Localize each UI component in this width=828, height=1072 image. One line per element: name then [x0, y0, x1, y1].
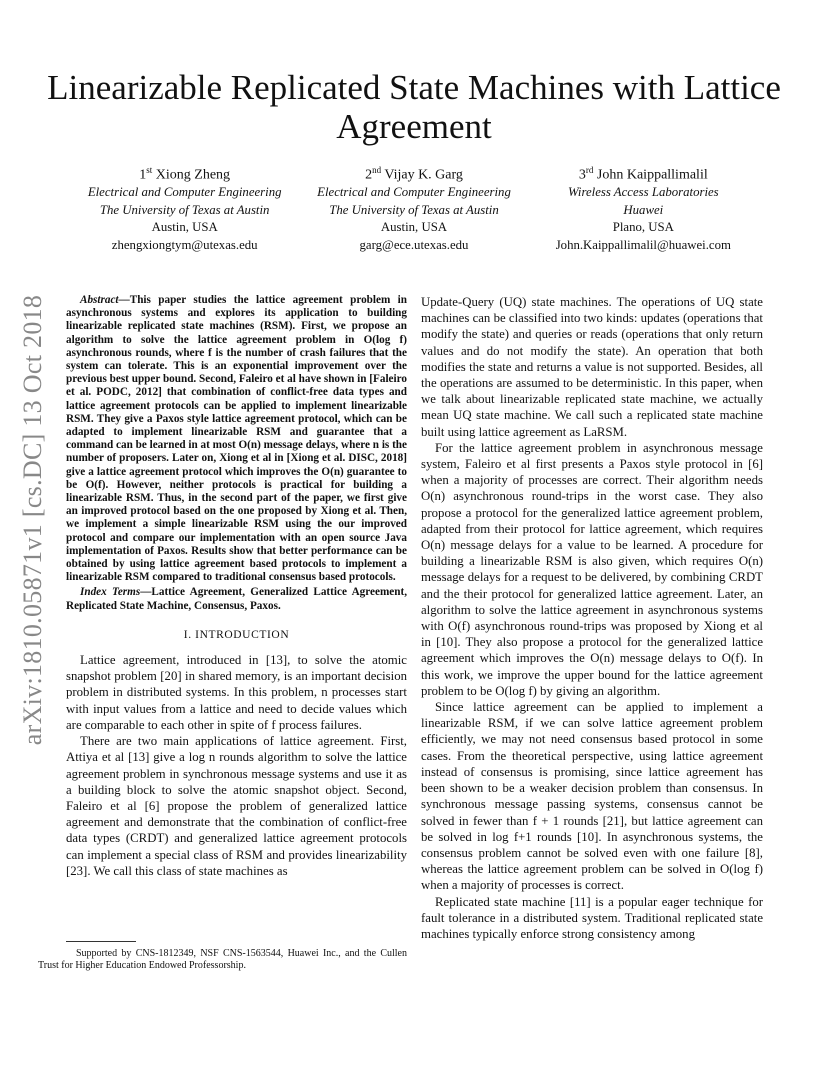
intro-paragraph-6: Replicated state machine [11] is a popular eager technique for fault tolerance in a distributed system. Traditional replicated state machines typically enforce strong consistency among [421, 894, 763, 941]
author-3-ordinal: rd [585, 165, 594, 175]
author-1 [70, 162, 299, 254]
author-3-org: Huawei [623, 202, 664, 217]
author-1-dept: Electrical and Computer Engineering [87, 185, 282, 200]
arxiv-identifier: arXiv:1810.05871v1 [cs.DC] 13 Oct 2018 [18, 294, 47, 746]
author-block [70, 162, 758, 254]
index-terms-text: —Lattice Agreement, Generalized Lattice Agreement, Replicated State Machine, Consensus, Paxos. [66, 586, 407, 612]
author-2-name: Vijay K. Garg [384, 167, 463, 183]
arxiv-side-stamp [12, 285, 54, 755]
right-column [421, 294, 763, 942]
footnote [38, 948, 407, 973]
author-2-location: Austin, USA [380, 220, 448, 235]
abstract-text: —This paper studies the lattice agreement problem in asynchronous systems and explores its application to building linearizable replicated state machines (RSM). First, we propose an algorithm to solve the lattice agreement problem in O(log f) asynchronous rounds, where f is the number of crash failures that the system can tolerate. This is an exponential improvement over the previous best upper bound. Second, Faleiro et al have shown in [Faleiro et al. PODC, 2012] that combination of conflict-free data types and lattice agreement protocols can be applied to implement linearizable RSM. They give a Paxos style lattice agreement protocol, which can be adapted to implement linearizable RSM and guarantee that a command can be learned in at most O(n) message delays, where n is the number of proposers. Later on, Xiong et al in [Xiong et al. DISC, 2018] give a lattice agreement protocol which improves the O(n) guarantee to be O(f). However, neither protocols is practical for building a linearizable RSM. Thus, in the second part of the paper, we first give an improved protocol based on the one proposed by Xiong et al. Then, we implement a simple linearizable RSM using the our improved protocol and compare our implementation with an open source Java implementation of Paxos. Results show that better performance can be obtained by using lattice agreement based protocols to implement a linearizable RSM compared to traditional consensus based protocols. [66, 294, 407, 584]
footnote-rule [66, 941, 136, 942]
author-1-email: zhengxiongtym@utexas.edu [111, 237, 258, 252]
intro-paragraph-5: Since lattice agreement can be applied to implement a linearizable RSM, if we can solve lattice agreement problem efficiently, we may not need consensus based protocol in some cases. From the theoretical perspective, using lattice agreement instead of consensus is promising, since lattice agreement has been shown to be a weaker decision problem than consensus. In synchronous message passing systems, consensus cannot be solved in fewer than f + 1 rounds [21], but lattice agreement can be solved in log f+1 rounds [10]. In asynchronous systems, the consensus problem cannot be solved even with one failure [8], whereas the lattice agreement problem can be solved in O(log f) when a majority of processes is correct. [421, 700, 763, 893]
author-2-number: 2 [365, 167, 373, 183]
author-2-org: The University of Texas at Austin [329, 202, 499, 217]
author-3-number: 3 [578, 167, 586, 183]
left-column [66, 294, 407, 879]
abstract [66, 294, 407, 584]
author-2 [299, 162, 528, 254]
intro-paragraph-2: There are two main applications of lattice agreement. First, Attiya et al [13] give a log n rounds algorithm to solve the lattice agreement problem in synchronous message systems and use it as a building block to solve the atomic snapshot object. Second, Faleiro et al [6] propose the problem of generalized lattice agreement and demonstrate that the combination of conflict-free data types (CRDT) and generalized lattice agreement protocols can implement a special class of RSM and provides linearizability [23]. We call this class of state machines as [66, 734, 407, 878]
intro-paragraph-4: For the lattice agreement problem in asynchronous message system, Faleiro et al first presents a Paxos style protocol in [6] when a majority of processes are correct. Their algorithm needs O(n) asynchronous round-trips in the worst case. They also propose a protocol for the generalized lattice agreement problem, adapted from their protocol for lattice agreement, which requires O(n) message delays for a value to be learned. A procedure for building a linearizable RSM is also given, which requires O(n) message delays for a request to be delivered, by combining CRDT and the their protocol for generalized lattice agreement. Later, an algorithm to solve the lattice agreement in asynchronous systems with O(f) asynchronous round-trips was proposed by Xiong et al in [10]. They also propose a protocol for the generalized lattice agreement which improves the O(n) message delays to O(f). In this work, we improve the upper bound for the lattice agreement problem to be O(log f) by giving an algorithm. [421, 440, 763, 698]
author-3-dept: Wireless Access Laboratories [567, 185, 719, 200]
author-2-ordinal: nd [372, 165, 382, 175]
footnote-text: Supported by CNS-1812349, NSF CNS-1563544, Huawei Inc., and the Cullen Trust for Higher Education Endowed Professorship. [38, 948, 407, 972]
index-terms [66, 586, 407, 612]
author-1-name: Xiong Zheng [155, 167, 231, 183]
intro-paragraph-1: Lattice agreement, introduced in [13], to solve the atomic snapshot problem [20] in shared memory, is an important decision problem in distributed systems. In this problem, n processes start with input values from a lattice and need to decide values which are comparable to each other in spite of f process failures. [66, 653, 407, 732]
author-1-number: 1 [139, 167, 147, 183]
paper-title: Linearizable Replicated State Machines with Lattice Agreement [47, 68, 781, 146]
author-3-location: Plano, USA [612, 220, 674, 235]
author-3 [529, 162, 758, 254]
author-1-org: The University of Texas at Austin [99, 202, 270, 217]
author-1-ordinal: st [146, 165, 153, 175]
abstract-label: Abstract [80, 294, 119, 306]
author-3-name: John Kaippallimalil [596, 167, 708, 183]
author-1-location: Austin, USA [151, 220, 218, 235]
author-2-dept: Electrical and Computer Engineering [317, 185, 511, 200]
section-heading: I. INTRODUCTION [183, 628, 290, 641]
index-terms-label: Index Terms [80, 586, 141, 599]
intro-paragraph-3: Update-Query (UQ) state machines. The operations of UQ state machines can be classified into two kinds: updates (operations that modify the state) and queries or reads (operations that only return values and do not modify the state). An operation that both modifies the state and returns a value is not supported. Besides, all the operations are assumed to be deterministic. In this paper, when we talk about linearizable replicated state machine, we actually mean UQ state machine. We call such a replicated state machine built using lattice agreement as LaRSM. [421, 295, 763, 439]
author-2-email: garg@ece.utexas.edu [359, 237, 469, 252]
author-3-email: John.Kaippallimalil@huawei.com [555, 237, 731, 252]
